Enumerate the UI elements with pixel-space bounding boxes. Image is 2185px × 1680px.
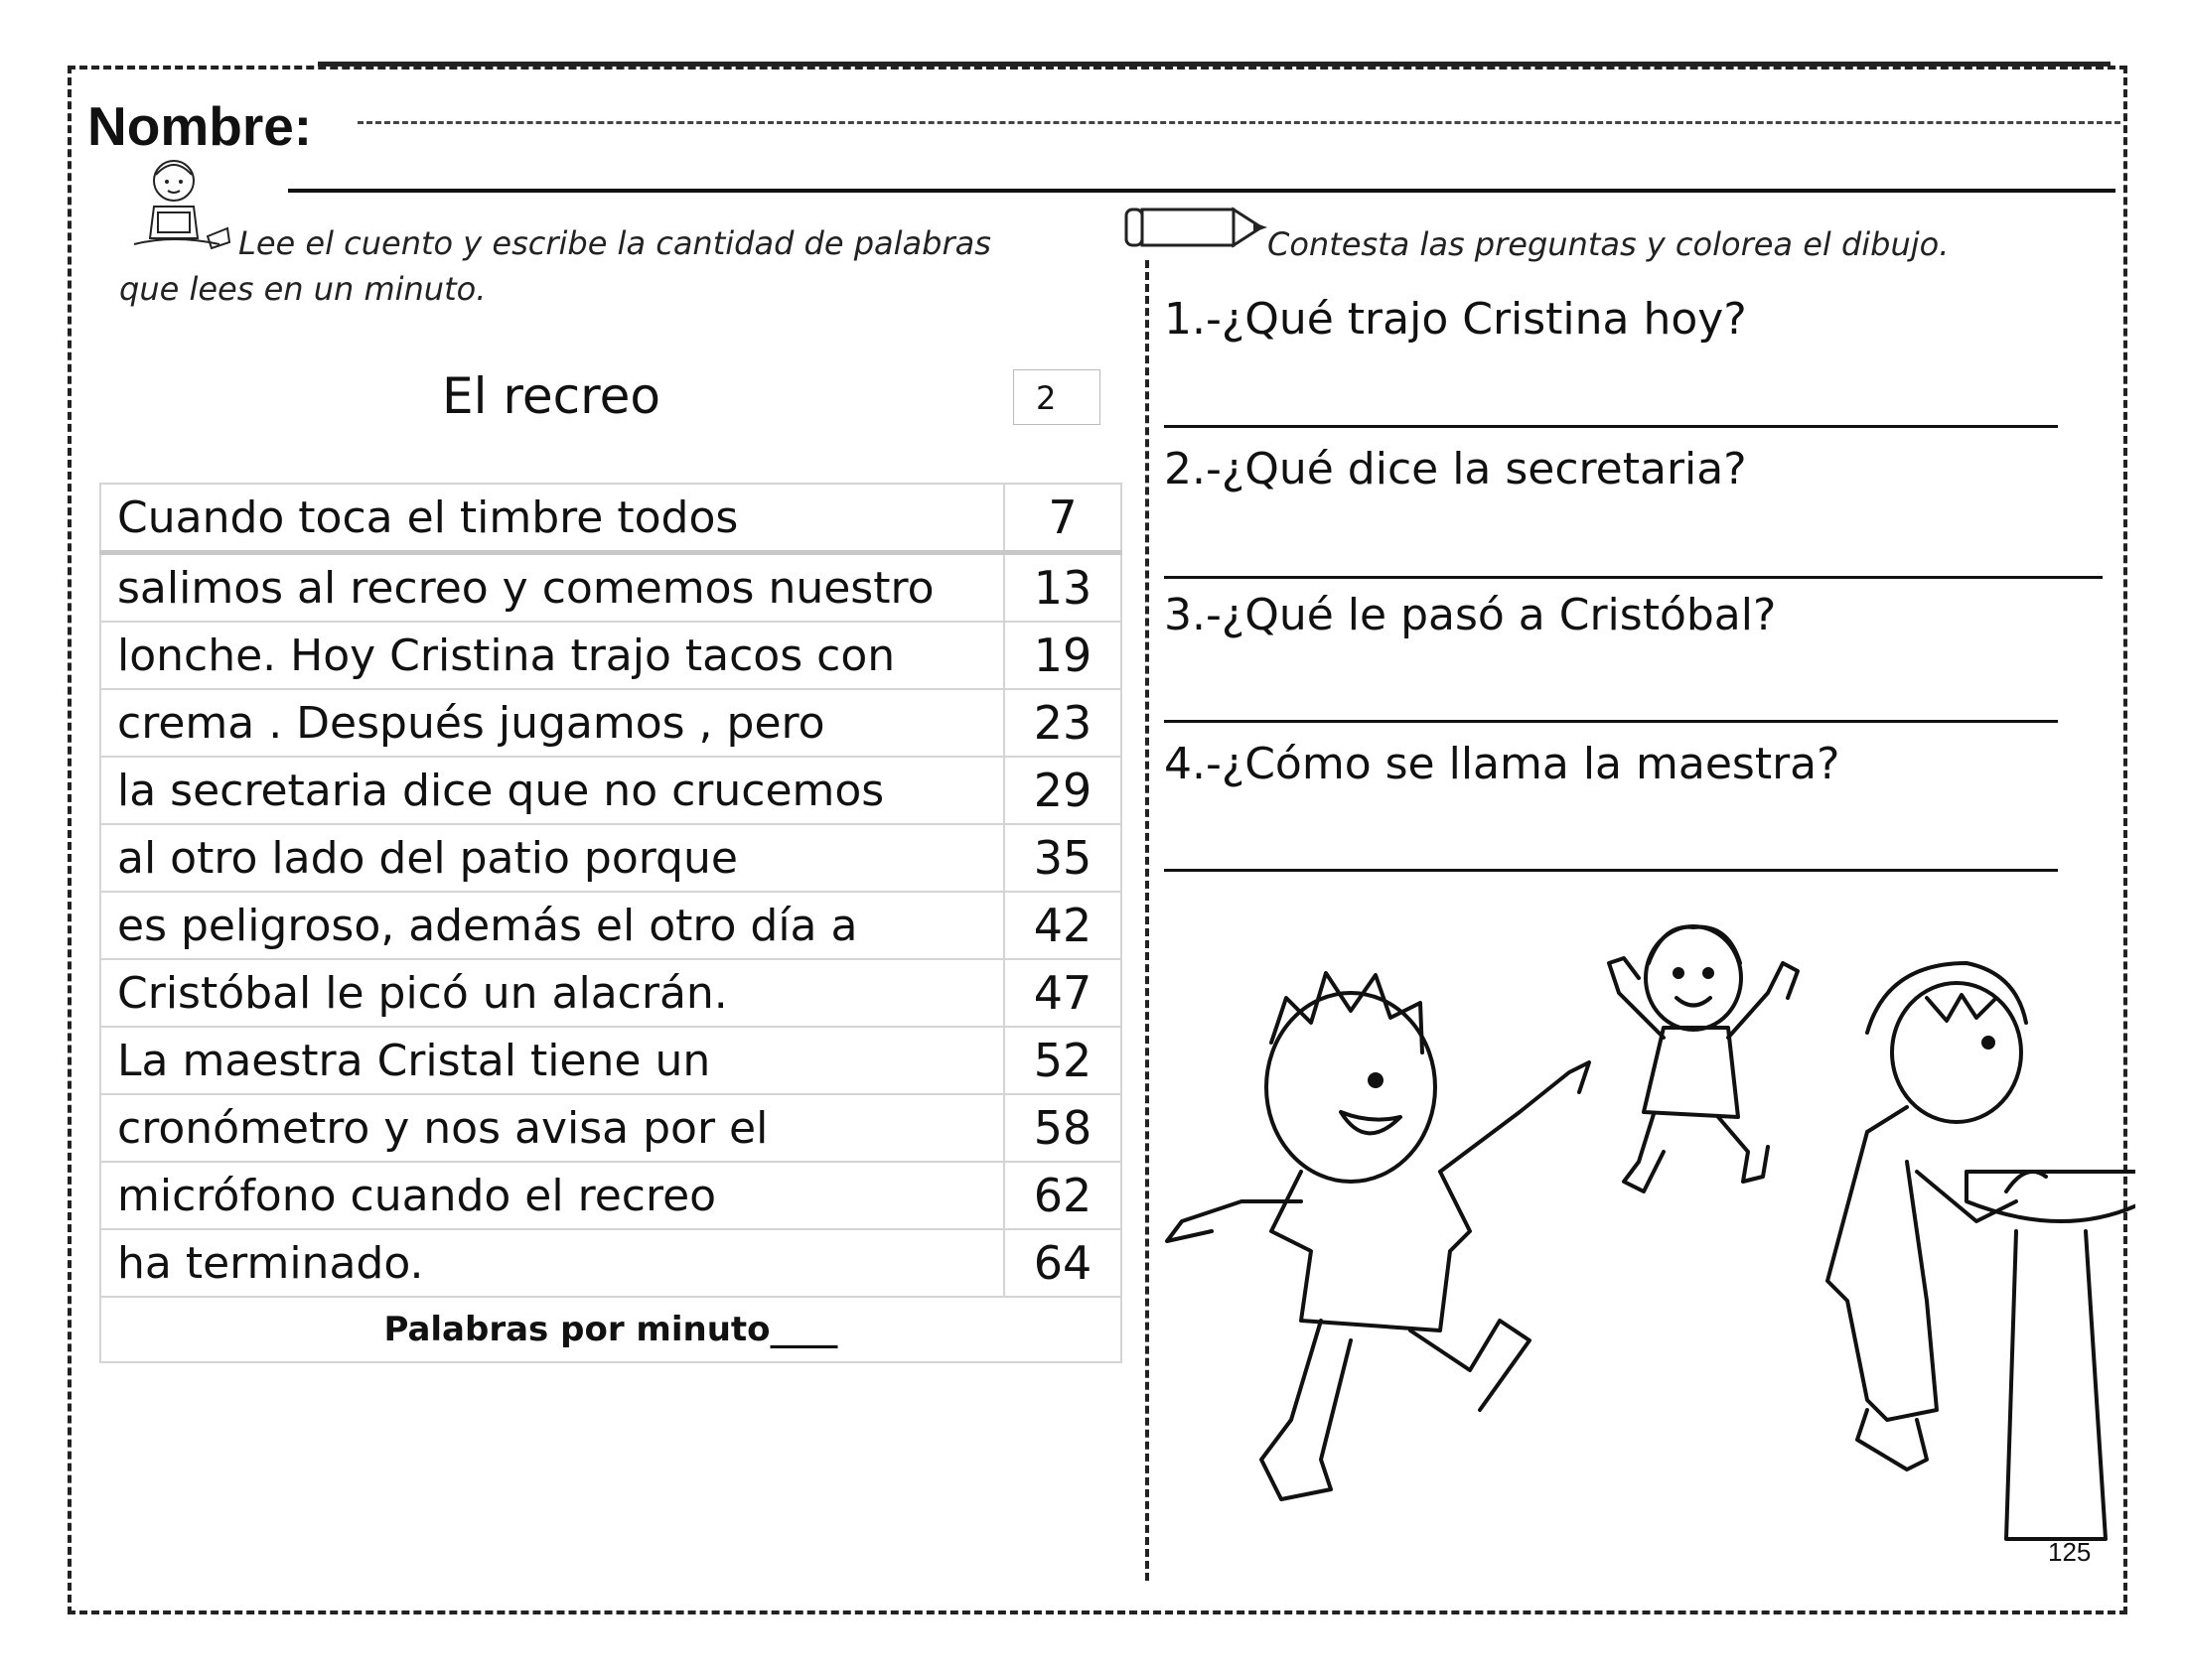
answer-line-3[interactable]	[1164, 720, 2058, 723]
story-title: El recreo	[442, 367, 660, 425]
word-count: 13	[1004, 553, 1121, 623]
story-line: crema . Después jugamos , pero	[100, 689, 1004, 757]
table-row	[100, 622, 1121, 689]
story-line: al otro lado del patio porque	[100, 824, 1004, 892]
story-line: la secretaria dice que no crucemos	[100, 757, 1004, 824]
page-number: 125	[2048, 1537, 2092, 1567]
top-border-line	[318, 62, 2111, 67]
page-box: 2	[1013, 369, 1100, 425]
answer-line-4[interactable]	[1164, 869, 2058, 872]
table-row	[100, 892, 1121, 959]
word-count: 23	[1004, 689, 1121, 757]
word-count: 42	[1004, 892, 1121, 959]
table-row	[100, 757, 1121, 824]
running-boy-drawing	[1167, 973, 1589, 1499]
name-label: Nombre:	[87, 95, 313, 157]
story-line: Cuando toca el timbre todos	[100, 484, 1004, 553]
word-count: 52	[1004, 1027, 1121, 1094]
story-line: es peligroso, además el otro día a	[100, 892, 1004, 959]
name-answer-line	[288, 189, 2115, 193]
boy-drinking-drawing	[1827, 963, 2135, 1539]
word-count: 47	[1004, 959, 1121, 1027]
story-table	[99, 483, 1122, 1363]
reading-instruction: Lee el cuento y escribe la cantidad de palabras que lees en un minuto.	[119, 224, 991, 308]
jumping-boy-drawing	[1609, 926, 1798, 1191]
answer-line-2[interactable]	[1164, 576, 2103, 579]
question-2: 2.-¿Qué dice la secretaria?	[1164, 444, 1747, 494]
table-row	[100, 959, 1121, 1027]
table-row	[100, 1027, 1121, 1094]
pencil-icon	[1122, 204, 1271, 251]
words-per-minute-label: Palabras por minuto____	[100, 1297, 1121, 1362]
name-dashed-line	[358, 121, 2120, 124]
answer-line-1[interactable]	[1164, 425, 2058, 428]
story-line: salimos al recreo y comemos nuestro	[100, 553, 1004, 623]
word-count: 19	[1004, 622, 1121, 689]
word-count: 35	[1004, 824, 1121, 892]
word-count: 64	[1004, 1229, 1121, 1297]
story-line: La maestra Cristal tiene un	[100, 1027, 1004, 1094]
column-divider	[1145, 260, 1149, 1581]
total-row	[100, 1297, 1121, 1362]
story-line: lonche. Hoy Cristina trajo tacos con	[100, 622, 1004, 689]
question-3: 3.-¿Qué le pasó a Cristóbal?	[1164, 590, 1777, 640]
story-line: cronómetro y nos avisa por el	[100, 1094, 1004, 1162]
word-count: 62	[1004, 1162, 1121, 1229]
word-count: 58	[1004, 1094, 1121, 1162]
table-row	[100, 824, 1121, 892]
coloring-illustration	[1152, 904, 2135, 1549]
story-line: micrófono cuando el recreo	[100, 1162, 1004, 1229]
table-row	[100, 689, 1121, 757]
questions-instruction: Contesta las preguntas y colorea el dibujo.	[1267, 225, 1950, 263]
table-row	[100, 1162, 1121, 1229]
table-row	[100, 1094, 1121, 1162]
table-row	[100, 553, 1121, 623]
question-4: 4.-¿Cómo se llama la maestra?	[1164, 739, 1840, 789]
word-count: 29	[1004, 757, 1121, 824]
story-line: Cristóbal le picó un alacrán.	[100, 959, 1004, 1027]
table-row	[100, 1229, 1121, 1297]
question-1: 1.-¿Qué trajo Cristina hoy?	[1164, 294, 1747, 345]
word-count: 7	[1004, 484, 1121, 553]
story-line: ha terminado.	[100, 1229, 1004, 1297]
table-row	[100, 484, 1121, 553]
